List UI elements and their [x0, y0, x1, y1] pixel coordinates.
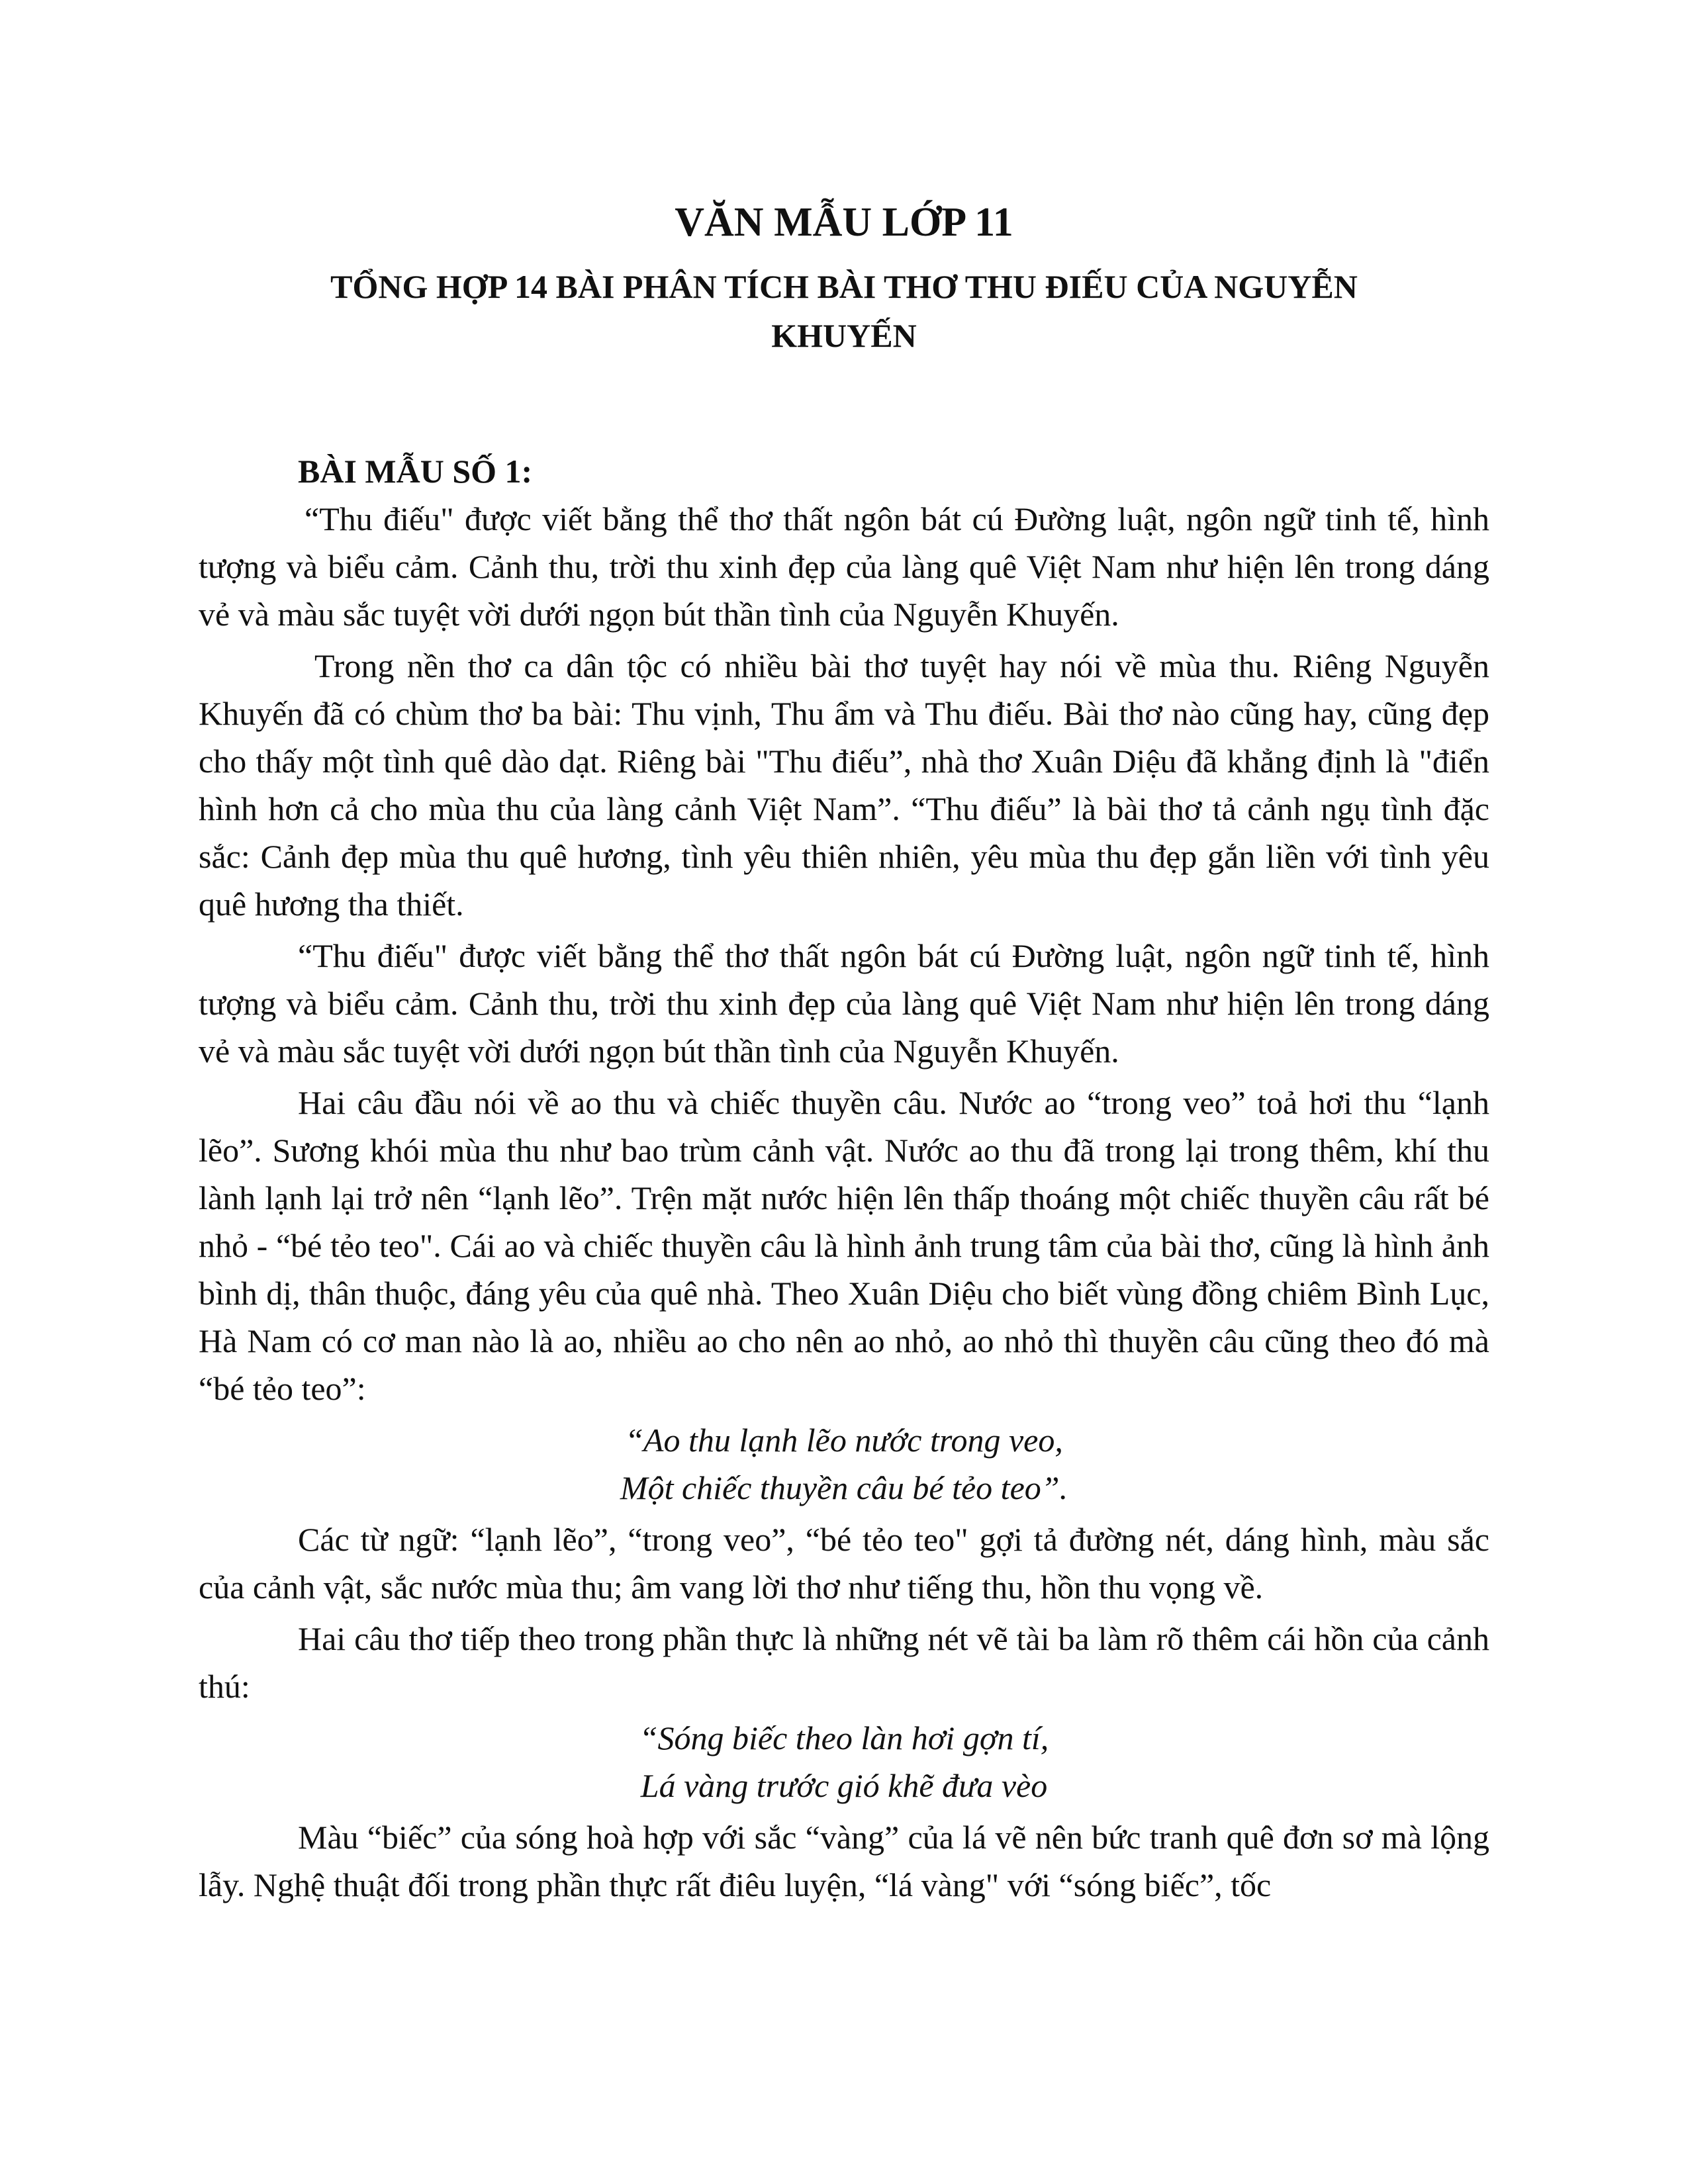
paragraph-7: Màu “biếc” của sóng hoà hợp với sắc “vàng” của lá vẽ nên bức tranh quê đơn sơ mà lộng lẫy. Nghệ thuật đối trong phần thực rất điêu luyện, “lá vàng" với “sóng biếc”, tốc	[199, 1819, 1489, 1903]
paragraph-3: “Thu điếu" được viết bằng thể thơ thất ngôn bát cú Đường luật, ngôn ngữ tinh tế, hình tượng và biểu cảm. Cảnh thu, trời thu xinh đẹp của làng quê Việt Nam như hiện lên trong dáng vẻ và màu sắc tuyệt vời dưới ngọn bút thần tình của Nguyễn Khuyến.	[199, 937, 1489, 1069]
verse-block-2	[199, 1714, 1489, 1809]
document-subtitle: TỔNG HỢP 14 BÀI PHÂN TÍCH BÀI THƠ THU ĐIẾU CỦA NGUYỄN KHUYẾN	[330, 268, 1358, 354]
paragraph-4: Hai câu đầu nói về ao thu và chiếc thuyền câu. Nước ao “trong veo” toả hơi thu “lạnh lẽo”. Sương khói mùa thu như bao trùm cảnh vật. Nước ao thu đã trong lại trong thêm, khí thu lành lạnh lại trở nên “lạnh lẽo”. Trện mặt nước hiện lên thấp thoáng một chiếc thuyền câu rất bé nhỏ - “bé tẻo teo". Cái ao và chiếc thuyền câu là hình ảnh trung tâm của bài thơ, cũng là hình ảnh bình dị, thân thuộc, đáng yêu của quê nhà. Theo Xuân Diệu cho biết vùng đồng chiêm Bình Lục, Hà Nam có cơ man nào là ao, nhiều ao cho nên ao nhỏ, ao nhỏ thì thuyền câu cũng theo đó mà “bé tẻo teo”:	[199, 1084, 1489, 1407]
verse-line: “Ao thu lạnh lẽo nước trong veo,	[625, 1422, 1063, 1459]
verse-line: “Sóng biếc theo làn hơi gợn tí,	[639, 1719, 1049, 1756]
verse-block-1	[199, 1416, 1489, 1512]
paragraph-2: Trong nền thơ ca dân tộc có nhiều bài thơ tuyệt hay nói về mùa thu. Riêng Nguyễn Khuyến đã có chùm thơ ba bài: Thu vịnh, Thu ẩm và Thu điếu. Bài thơ nào cũng hay, cũng đẹp cho thấy một tình quê dào dạt. Riêng bài "Thu điếu”, nhà thơ Xuân Diệu đã khẳng định là "điển hình hơn cả cho mùa thu của làng cảnh Việt Nam”. “Thu điếu” là bài thơ tả cảnh ngụ tình đặc sắc: Cảnh đẹp mùa thu quê hương, tình yêu thiên nhiên, yêu mùa thu đẹp gắn liền với tình yêu quê hương tha thiết.	[199, 647, 1489, 923]
verse-line: Lá vàng trước gió khẽ đưa vèo	[640, 1767, 1048, 1804]
paragraph-6: Hai câu thơ tiếp theo trong phần thực là những nét vẽ tài ba làm rõ thêm cái hồn của cảnh thú:	[199, 1620, 1489, 1705]
paragraph-5: Các từ ngữ: “lạnh lẽo”, “trong veo”, “bé tẻo teo" gợi tả đường nét, dáng hình, màu sắc của cảnh vật, sắc nước mùa thu; âm vang lời thơ như tiếng thu, hồn thu vọng về.	[199, 1521, 1489, 1606]
paragraph-1: “Thu điếu" được viết bằng thể thơ thất ngôn bát cú Đường luật, ngôn ngữ tinh tế, hình tượng và biểu cảm. Cảnh thu, trời thu xinh đẹp của làng quê Việt Nam như hiện lên trong dáng vẻ và màu sắc tuyệt vời dưới ngọn bút thần tình của Nguyễn Khuyến.	[199, 500, 1489, 633]
document-page	[199, 199, 1489, 1913]
section-title: BÀI MẪU SỐ 1:	[298, 453, 533, 490]
verse-line: Một chiếc thuyền câu bé tẻo teo”.	[620, 1469, 1068, 1506]
document-title: VĂN MẪU LỚP 11	[675, 200, 1013, 245]
